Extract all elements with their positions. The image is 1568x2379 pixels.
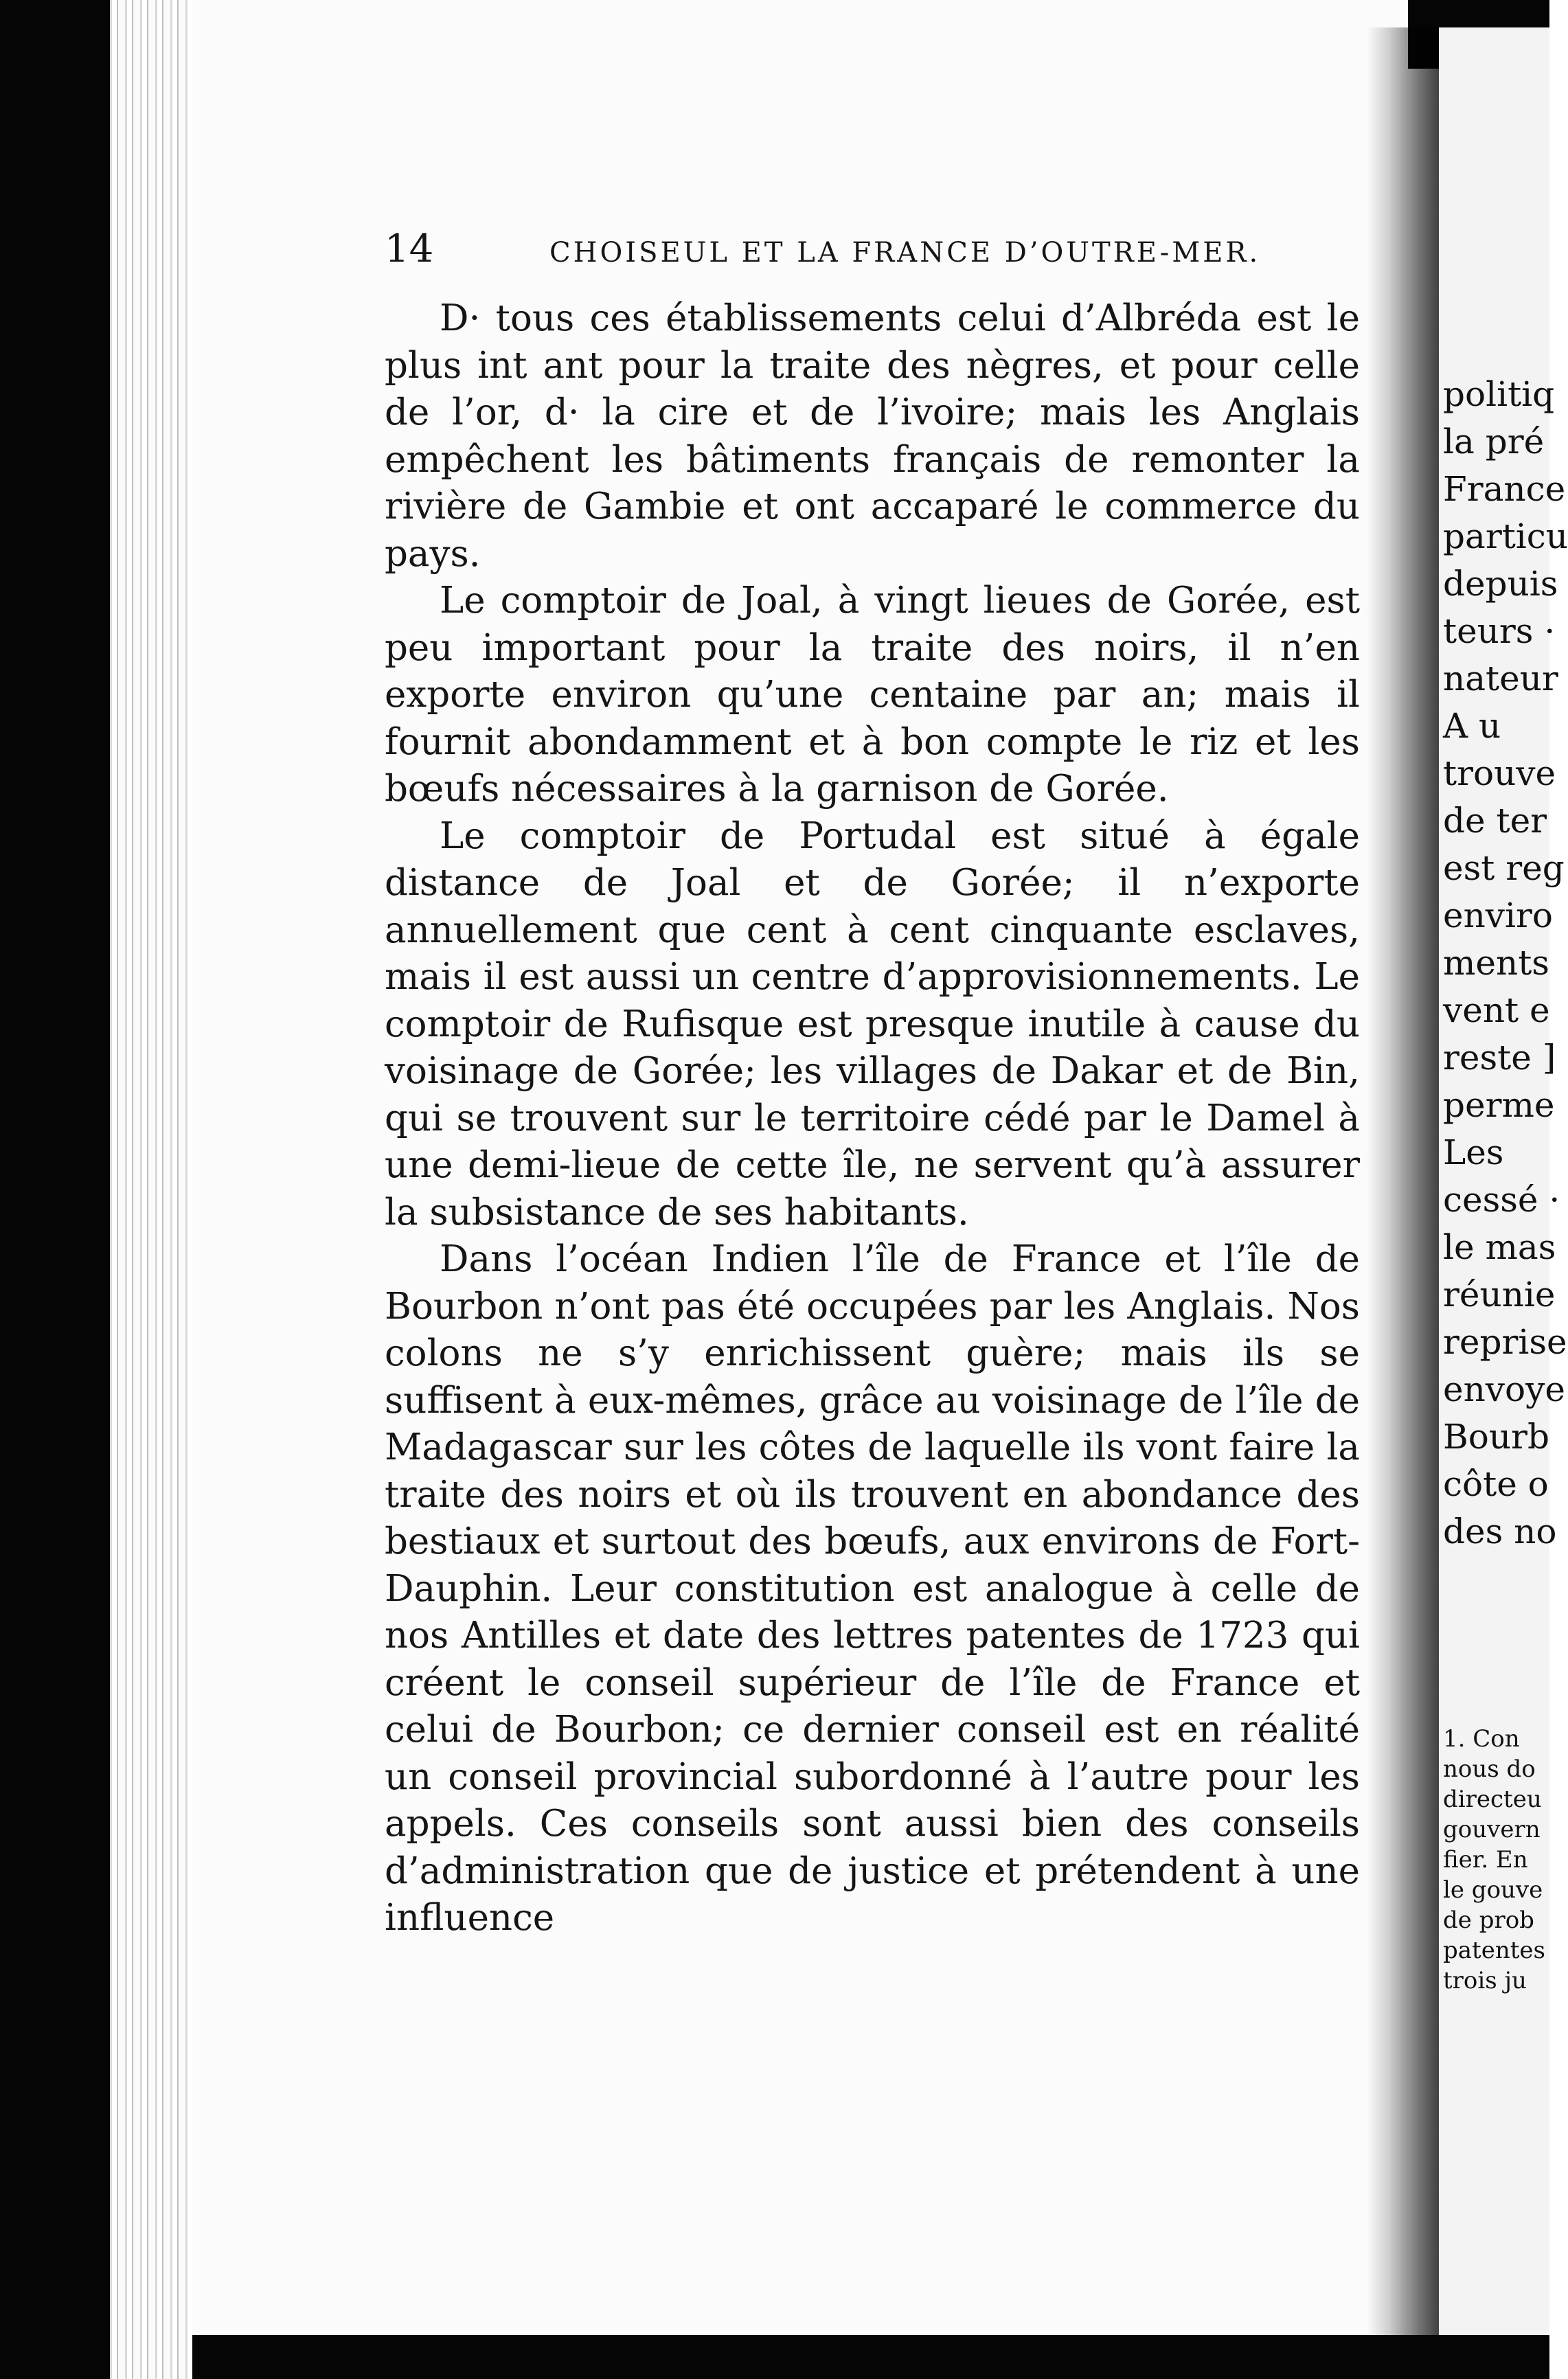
right-line: le mas [1443, 1227, 1556, 1267]
right-page-fragment [1439, 27, 1568, 2335]
right-line: vent e [1443, 990, 1550, 1030]
right-line: réunie [1443, 1275, 1556, 1314]
right-note-line: patentes [1443, 1937, 1545, 1964]
right-line: trouve [1443, 753, 1556, 793]
right-note-line: le gouve [1443, 1876, 1543, 1904]
right-line: particu [1443, 516, 1568, 556]
book-spine-shadow [1367, 27, 1442, 2335]
right-line: envoye [1443, 1369, 1565, 1409]
right-line: cessé · [1443, 1180, 1560, 1220]
right-line: reste ] [1443, 1038, 1556, 1078]
left-black-margin [0, 0, 110, 2379]
right-line: France [1443, 469, 1566, 509]
right-note-line: fier. En [1443, 1846, 1528, 1874]
right-line: la pré [1443, 422, 1545, 462]
right-note-line: directeu [1443, 1786, 1542, 1813]
running-title: CHOISEUL ET LA FRANCE D’OUTRE-MER. [549, 237, 1261, 269]
right-page-footnotes [1443, 1724, 1553, 1996]
paragraph: Le comptoir de Portudal est situé à égale distance de Joal et de Gorée; il n’exporte annuellement que cent à cent cinquante esclaves, mais il est aussi un centre d’approvisionnements. Le comptoir de Rufisque est presque inutile à cause du voisinage de Gorée; les villages de Dakar et de Bin, qui se trouvent sur le territoire cédé par le Damel à une demi-lieue de cette île, ne servent qu’à assurer la subsistance de ses habitants. [385, 815, 1360, 1233]
right-line: des no [1443, 1512, 1557, 1551]
right-line: perme [1443, 1085, 1555, 1125]
right-line: enviro [1443, 896, 1554, 935]
right-line: teurs · [1443, 611, 1556, 651]
page-edges-stack [110, 0, 192, 2379]
right-note-line: nous do [1443, 1755, 1536, 1783]
bottom-dark-band [192, 2335, 1549, 2379]
page-number: 14 [385, 227, 434, 271]
paragraph: Le comptoir de Joal, à vingt lieues de Gorée, est peu important pour la traite des noirs, il n’en exporte environ qu’une centaine par an; mais il fournit abondamment et à bon compte le riz et les bœufs nécessaires à la garnison de Gorée. [385, 580, 1360, 810]
right-note-line: de prob [1443, 1906, 1534, 1934]
right-note-line: 1. Con [1443, 1725, 1520, 1753]
right-line: est reg [1443, 848, 1565, 888]
right-note-line: trois ju [1443, 1967, 1527, 1994]
right-line: Bourb [1443, 1417, 1549, 1457]
right-note-line: gouvern [1443, 1816, 1541, 1843]
right-line: A u [1443, 706, 1501, 746]
right-line: politiq [1443, 374, 1555, 414]
right-page-lines [1443, 371, 1568, 1556]
right-line: nateur [1443, 659, 1558, 698]
right-line: ments [1443, 943, 1549, 983]
page-text-block [385, 227, 1360, 1942]
right-line: depuis [1443, 564, 1558, 604]
right-line: Les [1443, 1132, 1504, 1172]
paragraph: D· tous ces établissements celui d’Albréda est le plus int ant pour la traite des nègres, et pour celle de l’or, d· la cire et de l’ivoire; mais les Anglais empêchent les bâtiments français de remonter la rivière de Gambie et ont accaparé le commerce du pays. [385, 297, 1360, 575]
right-line: de ter [1443, 801, 1547, 841]
running-head [385, 227, 1360, 282]
paragraph: Dans l’océan Indien l’île de France et l’île de Bourbon n’ont pas été occupées par les Anglais. Nos colons ne s’y enrichissent guère; mais ils se suffisent à eux-mêmes, grâce au voisinage de l’île de Madagascar sur les côtes de laquelle ils vont faire la traite des noirs et où ils trouvent en abondance des bestiaux et surtout des bœufs, aux environs de Fort-Dauphin. Leur constitution est analogue à celle de nos Antilles et date des lettres patentes de 1723 qui créent le conseil supérieur de l’île de France et celui de Bourbon; ce dernier conseil est en réalité un conseil provincial subordonné à l’autre pour les appels. Ces conseils sont aussi bien des conseils d’administration que de justice et prétendent à une influence [385, 1238, 1360, 1939]
right-line: côte o [1443, 1464, 1549, 1504]
body-text [385, 295, 1360, 1942]
right-line: reprise [1443, 1322, 1567, 1362]
